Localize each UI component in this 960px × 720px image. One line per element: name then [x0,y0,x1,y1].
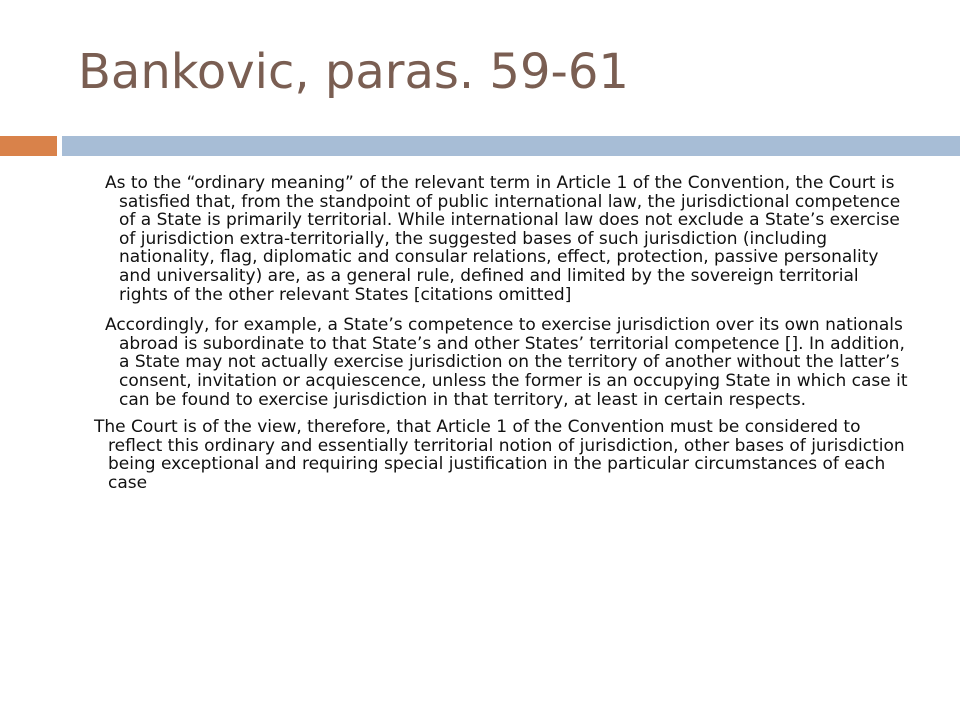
paragraph-para-60: Accordingly, for example, a State’s competence to exercise jurisdiction over its own nationals abroad is subordinate to that State’s and other States’ territorial competence []. In addition, a State may not actually exercise jurisdiction on the territory of another without the latter’s consent, invitation or acquiescence, unless the former is an occupying State in which case it can be found to exercise jurisdiction in that territory, at least in certain respects. [105,315,908,410]
title-divider-bar [62,136,960,156]
title-accent-bar [0,136,57,156]
paragraph-para-61: The Court is of the view, therefore, that Article 1 of the Convention must be considered to reflect this ordinary and essentially territorial notion of jurisdiction, other bases of jurisdiction being exceptional and requiring special justification in the particular circumstances of each case [94,417,905,493]
paragraph-para-59: As to the “ordinary meaning” of the relevant term in Article 1 of the Convention, the Court is satisfied that, from the standpoint of public international law, the jurisdictional competence of a State is primarily territorial. While international law does not exclude a State’s exercise of jurisdiction extra-territorially, the suggested bases of such jurisdiction (including nationality, flag, diplomatic and consular relations, effect, protection, passive personality and universality) are, as a general rule, defined and limited by the sovereign territorial rights of the other relevant States [citations omitted] [105,173,901,305]
slide-title: Bankovic, paras. 59-61 [78,44,629,100]
slide-body [0,174,960,493]
